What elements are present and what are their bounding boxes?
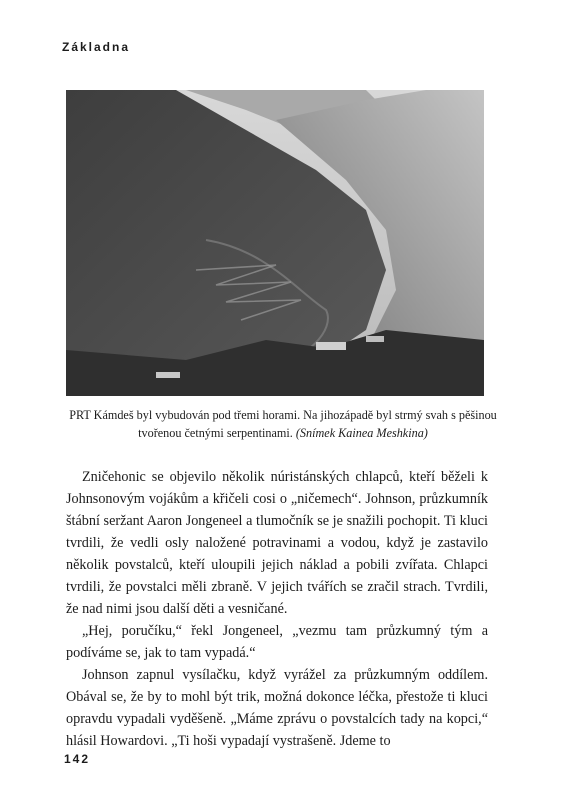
caption-credit: (Snímek Kainea Meshkina) (295, 426, 428, 440)
paragraph: Johnson zapnul vysílačku, když vyrážel za průzkumným oddílem. Obával se, že by to mohl být trik, možná dokonce léčka, přestože ti kluci opravdu vypadali vyděšeně. „Máme zprávu o povstalcích tady na kopci,“ hlásil Howardovi. „Ti hoši vypadají vystrašeně. Jdeme to (66, 667, 488, 749)
figure-caption (62, 406, 504, 442)
caption-text: PRT Kámdeš byl vybudován pod třemi horami. Na jihozápadě byl strmý svah s pěšinou tvořenou četnými serpentinami. (69, 408, 497, 440)
paragraph: Zničehonic se objevilo několik núristánských chlapců, kteří běželi k Johnsonovým vojákům a křičeli cosi o „ničemech“. Johnson, průzkumník štábní seržant Aaron Jongeneel a tlumočník se je snažili pochopit. Ti kluci tvrdili, že vedli osly naložené potravinami a vodou, když je zastavilo několik povstalců, kteří uloupili jejich náklad a pobili zvířata. Chlapci tvrdili, že povstalci měli zbraně. V jejich tvářích se zračil strach. Tvrdili, že nad nimi jsou další děti a vesničané. (66, 469, 488, 617)
page-number: 142 (64, 752, 91, 766)
paragraph: „Hej, poručíku,“ řekl Jongeneel, „vezmu tam průzkumný tým a podíváme se, jak to tam vypadá.“ (66, 623, 488, 661)
mountain-valley-photo (66, 90, 484, 396)
running-header: Základna (62, 40, 131, 54)
photo-illustration (66, 90, 484, 396)
body-text (66, 466, 488, 752)
